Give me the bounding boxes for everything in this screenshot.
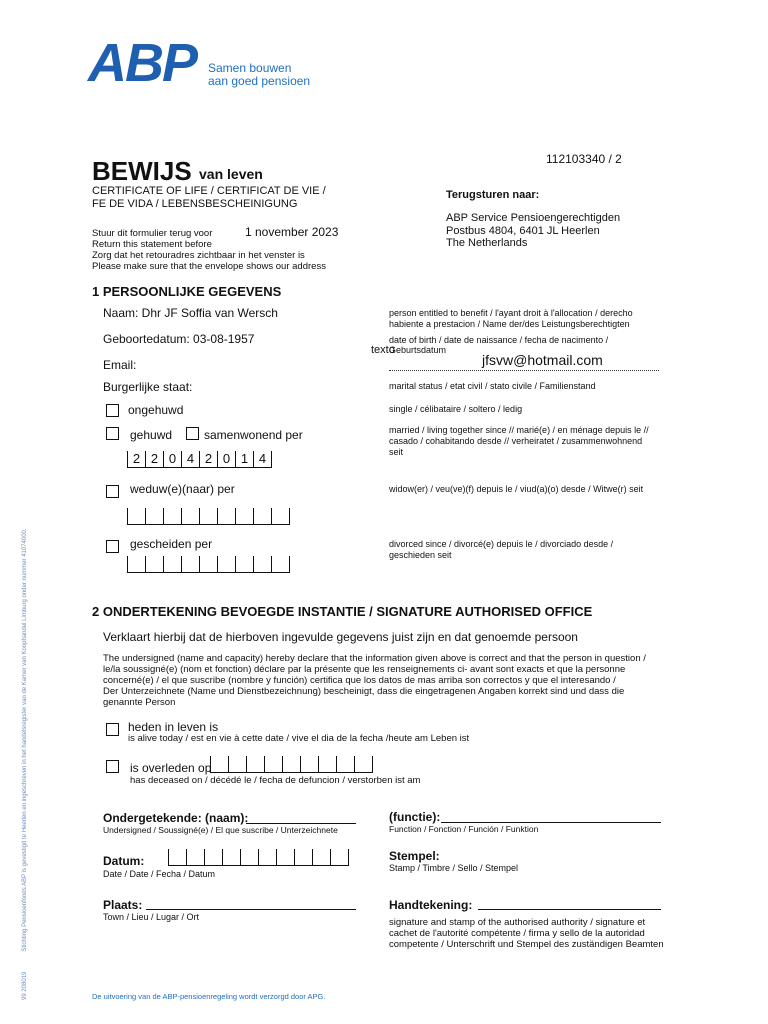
send-back-line1: Stuur dit formulier terug voor <box>92 228 213 239</box>
date-digit: 0 <box>163 451 181 468</box>
send-back-line4: Please make sure that the envelope shows our address <box>92 261 326 272</box>
single-label: ongehuwd <box>128 403 184 417</box>
dob-field: Geboortedatum: 03-08-1957 <box>103 332 255 346</box>
deceased-label: is overleden op <box>130 761 212 775</box>
side-legal-text: 99 208019 Stichting Pensioenfonds ABP is gevestigd te Heerlen en ingeschreven in het handelsregister van de Kamer van Koophandel Limburg onder nummer 41074000. <box>22 528 28 1000</box>
return-address-2: Postbus 4804, 6401 JL Heerlen <box>446 225 600 237</box>
widow-date-boxes[interactable] <box>127 508 290 525</box>
name-field: Naam: Dhr JF Soffia van Wersch <box>103 306 278 320</box>
declaration-para-4: Der Unterzeichnete (Name und Dienstbezeichnung) bescheinigt, dass die eingetragenen Angaben korrekt sind und dass die <box>103 686 625 697</box>
email-label: Email: <box>103 358 137 372</box>
declaration-para-5: genannte Person <box>103 697 176 708</box>
signature-label: Handtekening: <box>389 898 473 912</box>
married-desc-2: casado / cohabitando desde // verheiratet / zusammenwohnend <box>389 436 643 446</box>
abp-logo: ABP <box>88 33 197 93</box>
declaration-para-3: concerné(e) / el que suscribe (nombre y función) certifica que los datos de mas arriba son correctos y que el interesando / <box>103 675 616 686</box>
date-digit: 0 <box>217 451 235 468</box>
stamp-label: Stempel: <box>389 849 440 863</box>
place-label: Plaats: <box>103 898 143 912</box>
document-subtitle: van leven <box>199 166 263 182</box>
signature-date-boxes[interactable] <box>168 849 349 866</box>
send-back-line2: Return this statement before <box>92 239 212 250</box>
date-digit: 2 <box>127 451 145 468</box>
reference-number: 112103340 / 2 <box>546 152 622 166</box>
function-label: (functie): <box>389 810 441 824</box>
alive-checkbox[interactable] <box>106 723 119 736</box>
widow-checkbox[interactable] <box>106 485 119 498</box>
date-digit: 4 <box>181 451 199 468</box>
place-desc: Town / Lieu / Lugar / Ort <box>103 912 200 922</box>
section2-heading: 2 ONDERTEKENING BEVOEGDE INSTANTIE / SIGNATURE AUTHORISED OFFICE <box>92 604 593 619</box>
function-desc: Function / Fonction / Función / Funktion <box>389 824 539 834</box>
return-label: Terugsturen naar: <box>446 189 540 201</box>
email-dotted-line <box>389 370 659 371</box>
signature-desc-2: cachet de l'autorité compétente / firma y sello de la autoridad <box>389 928 645 939</box>
single-desc: single / célibataire / soltero / ledig <box>389 404 523 414</box>
widow-desc: widow(er) / veu(ve)(f) depuis le / viud(a)(o) desde / Witwe(r) seit <box>389 484 644 494</box>
send-back-line3: Zorg dat het retouradres zichtbaar in het venster is <box>92 250 305 261</box>
document-title: BEWIJS <box>92 156 192 186</box>
single-checkbox[interactable] <box>106 404 119 417</box>
date-label: Datum: <box>103 854 145 868</box>
deceased-date-boxes[interactable] <box>210 756 373 773</box>
cohabit-label: samenwonend per <box>204 428 303 442</box>
place-line[interactable] <box>146 909 356 910</box>
deceased-desc: has deceased on / décédé le / fecha de defuncion / verstorben ist am <box>130 775 421 786</box>
name-desc-1: person entitled to benefit / l'ayant droit à l'allocation / derecho <box>389 308 633 318</box>
date-digit: 4 <box>253 451 272 468</box>
return-address-3: The Netherlands <box>446 237 528 249</box>
deceased-checkbox[interactable] <box>106 760 119 773</box>
married-checkbox[interactable] <box>106 427 119 440</box>
alive-desc: is alive today / est en vie à cette date / vive el dia de la fecha /heute am Leben ist <box>128 733 470 744</box>
married-label: gehuwd <box>130 428 173 442</box>
certificate-line1: CERTIFICATE OF LIFE / CERTIFICAT DE VIE / <box>92 185 326 197</box>
alive-label: heden in leven is <box>128 720 219 734</box>
signature-desc-1: signature and stamp of the authorised authority / signature et <box>389 917 646 928</box>
divorced-label: gescheiden per <box>130 537 213 551</box>
stamp-desc: Stamp / Timbre / Sello / Stempel <box>389 863 519 873</box>
declaration-para-2: le/la soussigné(e) (nom et fonction) déclare par la présente que les renseignements ci- avant sont exacts et que la personne <box>103 664 626 675</box>
certificate-line2: FE DE VIDA / LEBENSBESCHEINIGUNG <box>92 198 298 210</box>
logo-slogan-line1: Samen bouwen <box>208 61 292 75</box>
undersigned-desc: Undersigned / Soussigné(e) / El que suscribe / Unterzeichnete <box>103 825 338 835</box>
undersigned-label: Ondergetekende: (naam): <box>103 811 249 825</box>
married-date-boxes[interactable] <box>127 451 272 468</box>
date-digit: 2 <box>145 451 163 468</box>
send-back-date: 1 november 2023 <box>245 225 339 239</box>
signature-line[interactable] <box>478 909 661 910</box>
logo-slogan-line2: aan goed pensioen <box>208 74 311 88</box>
date-digit: 1 <box>235 451 253 468</box>
dob-desc-1: date of birth / date de naissance / fecha de nacimento / <box>389 335 609 345</box>
civil-status-label: Burgerlijke staat: <box>103 380 193 394</box>
section1-heading: 1 PERSOONLIJKE GEGEVENS <box>92 284 282 299</box>
signature-desc-3: competente / Unterschrift und Stempel des zuständigen Beamten <box>389 939 664 950</box>
divorced-checkbox[interactable] <box>106 540 119 553</box>
cohabit-checkbox[interactable] <box>186 427 199 440</box>
married-desc-1: married / living together since // marié(e) / en ménage depuis le // <box>389 425 649 435</box>
declaration-para-1: The undersigned (name and capacity) hereby declare that the information given above is correct and that the person in question / <box>103 653 646 664</box>
civil-status-desc: marital status / etat civil / stato civile / Familienstand <box>389 381 596 391</box>
dob-desc-2: Geburtsdatum <box>389 345 447 355</box>
date-desc: Date / Date / Fecha / Datum <box>103 869 216 879</box>
email-value[interactable]: jfsvw@hotmail.com <box>482 352 603 368</box>
name-desc-2: habiente a prestacion / Name der/des Leistungsberechtigten <box>389 319 630 329</box>
return-address-1: ABP Service Pensioengerechtigden <box>446 212 621 224</box>
married-desc-3: seit <box>389 447 404 457</box>
footer-text: De uitvoering van de ABP-pensioenregeling wordt verzorgd door APG. <box>92 992 326 1001</box>
date-digit: 2 <box>199 451 217 468</box>
stray-text: texto <box>371 344 395 356</box>
declare-text: Verklaart hierbij dat de hierboven ingevulde gegevens juist zijn en dat genoemde persoon <box>103 630 578 644</box>
divorced-desc-2: geschieden seit <box>389 550 452 560</box>
divorced-desc-1: divorced since / divorcé(e) depuis le / divorciado desde / <box>389 539 614 549</box>
widow-label: weduw(e)(naar) per <box>130 482 235 496</box>
divorced-date-boxes[interactable] <box>127 556 290 573</box>
